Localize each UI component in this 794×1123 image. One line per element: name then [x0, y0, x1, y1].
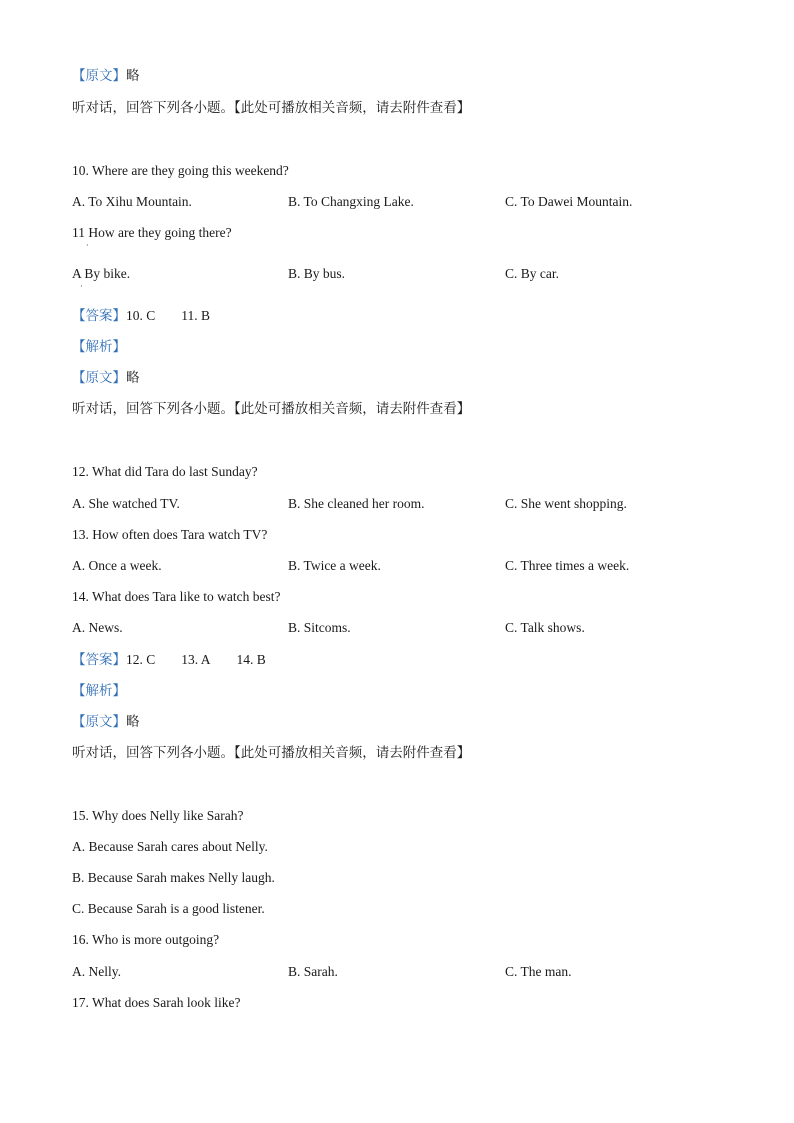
question-16-option-c: C. The man.	[505, 964, 572, 979]
answer-value: 10. C	[126, 308, 156, 323]
original-text-value: 略	[126, 714, 140, 730]
answer-value: 12. C	[126, 652, 156, 667]
original-text-value: 略	[126, 68, 140, 84]
stray-dot-mark: ·	[80, 282, 83, 291]
question-12-stem: 12. What did Tara do last Sunday?	[72, 464, 258, 479]
original-text-value: 略	[126, 370, 140, 386]
question-14-option-a: A. News.	[72, 620, 123, 635]
question-15-option-b: B. Because Sarah makes Nelly laugh.	[72, 870, 275, 885]
question-15-stem: 15. Why does Nelly like Sarah?	[72, 808, 244, 823]
question-16-option-b: B. Sarah.	[288, 964, 338, 979]
question-15-option-c: C. Because Sarah is a good listener.	[72, 901, 265, 916]
answer-line	[72, 651, 266, 669]
answer-value: 14. B	[236, 652, 266, 667]
analysis-tag: 【解析】	[72, 683, 126, 699]
analysis-tag: 【解析】	[72, 339, 126, 355]
question-15-option-a: A. Because Sarah cares about Nelly.	[72, 839, 268, 854]
question-10-stem: 10. Where are they going this weekend?	[72, 163, 289, 178]
question-11-option-b: B. By bus.	[288, 266, 346, 281]
answer-value: 13. A	[181, 652, 211, 667]
question-14-stem: 14. What does Tara like to watch best?	[72, 589, 281, 604]
listening-instruction: 听对话，回答下列各小题。【此处可播放相关音频，请去附件查看】	[72, 401, 471, 417]
question-16-option-a: A. Nelly.	[72, 964, 121, 979]
listening-instruction: 听对话，回答下列各小题。【此处可播放相关音频，请去附件查看】	[72, 100, 471, 116]
question-10-option-c: C. To Dawei Mountain.	[505, 194, 633, 209]
original-text-tag: 【原文】	[72, 68, 126, 84]
question-11-option-c: C. By car.	[505, 266, 559, 281]
question-12-option-b: B. She cleaned her room.	[288, 496, 425, 511]
question-11-stem: 11 How are they going there?	[72, 225, 232, 240]
original-text-tag: 【原文】	[72, 370, 126, 386]
question-12-option-a: A. She watched TV.	[72, 496, 180, 511]
answer-line	[72, 307, 210, 325]
question-14-option-c: C. Talk shows.	[505, 620, 585, 635]
original-text-line	[72, 713, 140, 731]
question-12-option-c: C. She went shopping.	[505, 496, 627, 511]
original-text-tag: 【原文】	[72, 714, 126, 730]
original-text-line	[72, 369, 140, 387]
question-13-option-c: C. Three times a week.	[505, 558, 630, 573]
question-13-option-b: B. Twice a week.	[288, 558, 381, 573]
question-11-option-a: A By bike.	[72, 266, 131, 281]
listening-instruction: 听对话，回答下列各小题。【此处可播放相关音频，请去附件查看】	[72, 745, 471, 761]
answer-value: 11. B	[181, 308, 211, 323]
question-13-stem: 13. How often does Tara watch TV?	[72, 527, 268, 542]
question-13-option-a: A. Once a week.	[72, 558, 162, 573]
answer-tag: 【答案】	[72, 652, 126, 668]
original-text-line	[72, 67, 140, 85]
stray-dot-mark: ·	[86, 241, 89, 250]
question-16-stem: 16. Who is more outgoing?	[72, 932, 220, 947]
question-10-option-b: B. To Changxing Lake.	[288, 194, 414, 209]
question-10-option-a: A. To Xihu Mountain.	[72, 194, 192, 209]
answer-tag: 【答案】	[72, 308, 126, 324]
question-14-option-b: B. Sitcoms.	[288, 620, 351, 635]
question-17-stem: 17. What does Sarah look like?	[72, 995, 241, 1010]
